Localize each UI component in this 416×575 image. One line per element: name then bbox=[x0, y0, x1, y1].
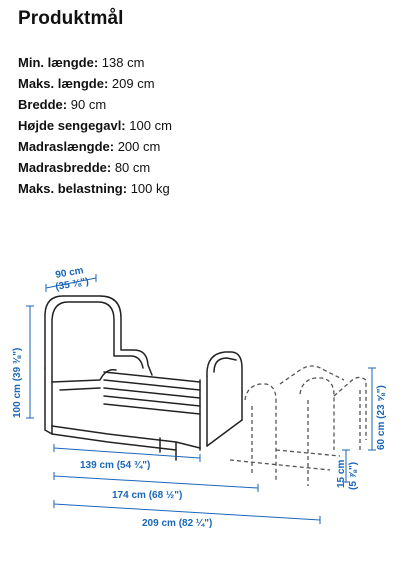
spec-max-length bbox=[18, 73, 172, 94]
spec-value: 138 cm bbox=[101, 55, 145, 70]
spec-min-length bbox=[18, 52, 172, 73]
spec-label: Bredde: bbox=[18, 97, 68, 112]
spec-value: 100 kg bbox=[130, 181, 170, 196]
width-label: 90 cm bbox=[54, 265, 85, 281]
spec-max-load bbox=[18, 178, 172, 199]
spec-width bbox=[18, 94, 172, 115]
spec-headboard-height bbox=[18, 115, 172, 136]
spec-value: 200 cm bbox=[117, 139, 161, 154]
leg-height-label: 15 cm bbox=[336, 459, 347, 488]
length-min-label: 139 cm (54 ¾") bbox=[80, 460, 151, 471]
dimension-lines bbox=[26, 274, 376, 524]
spec-mattress-length bbox=[18, 136, 172, 157]
spec-value: 100 cm bbox=[129, 118, 172, 133]
spec-mattress-width bbox=[18, 157, 172, 178]
spec-value: 80 cm bbox=[114, 160, 151, 175]
bed-dimension-diagram bbox=[0, 250, 416, 570]
leg-height-label-inches: (5 ⅞") bbox=[348, 461, 359, 490]
extension-height-label: 60 cm (23 ⅝") bbox=[376, 385, 387, 450]
spec-label: Maks. belastning: bbox=[18, 181, 128, 196]
length-max-label: 209 cm (82 ¼") bbox=[142, 518, 213, 529]
spec-label: Højde sengegavl: bbox=[18, 118, 126, 133]
spec-label: Madraslængde: bbox=[18, 139, 115, 154]
page-title: Produktmål bbox=[18, 8, 124, 29]
spec-value: 209 cm bbox=[111, 76, 155, 91]
length-mid-label: 174 cm (68 ½") bbox=[112, 490, 183, 501]
spec-value: 90 cm bbox=[70, 97, 107, 112]
spec-label: Madrasbredde: bbox=[18, 160, 112, 175]
spec-label: Maks. længde: bbox=[18, 76, 109, 91]
width-label-inches: (35 ⅜") bbox=[54, 276, 90, 293]
spec-label: Min. længde: bbox=[18, 55, 99, 70]
bed-illustration bbox=[45, 296, 242, 460]
height-label: 100 cm (39 ⅜") bbox=[12, 347, 23, 418]
spec-list bbox=[18, 52, 172, 199]
